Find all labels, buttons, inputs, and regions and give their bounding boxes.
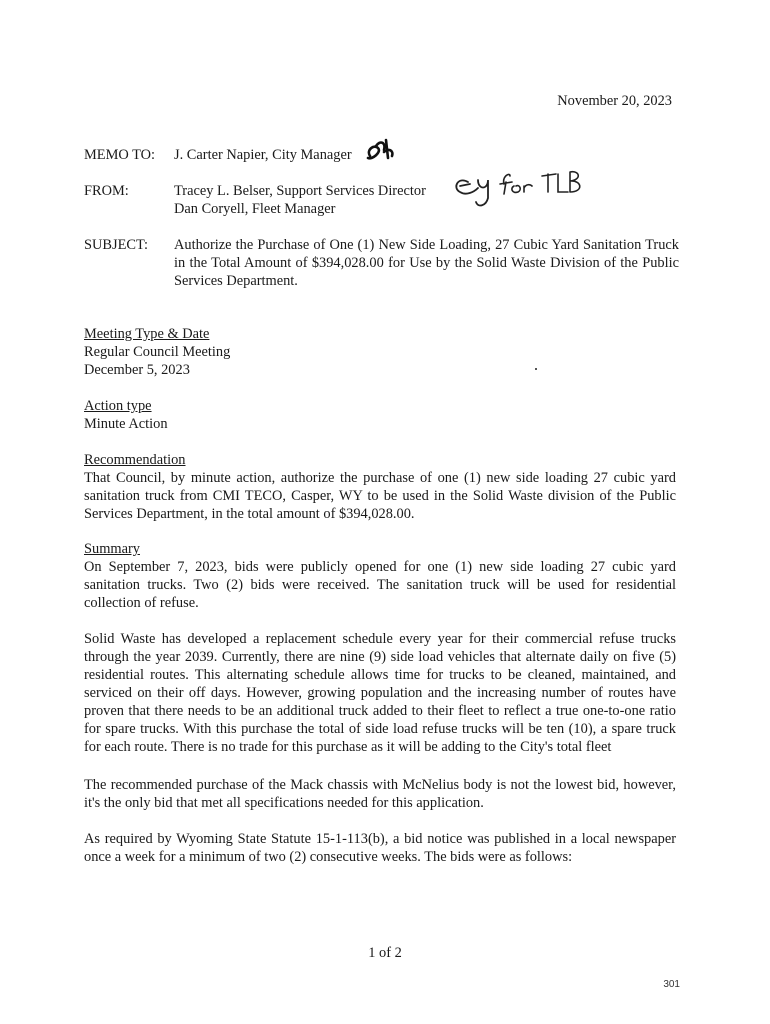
recommendation-heading: Recommendation xyxy=(84,452,186,468)
recommendation-section xyxy=(84,451,676,523)
memo-to-label: MEMO TO: xyxy=(84,147,156,163)
summary-paragraph-4: As required by Wyoming State Statute 15-1-113(b), a bid notice was published in a local newspaper once a week for a minimum of two (2) consecutive weeks. The bids were as follows: xyxy=(84,831,676,865)
summary-heading: Summary xyxy=(84,541,140,557)
summary-section xyxy=(84,540,676,612)
action-section xyxy=(84,397,684,433)
page-stamp-number: 301 xyxy=(663,979,680,990)
scan-mark xyxy=(535,368,537,370)
recommendation-text: That Council, by minute action, authorize the purchase of one (1) new side loading 27 cubic yard sanitation truck from CMI TECO, Casper, WY to be used in the Solid Waste division of the Public Services Department, in the total amount of $394,028.00. xyxy=(84,470,676,522)
from-line-2: Dan Coryell, Fleet Manager xyxy=(174,201,336,217)
from-handwritten-note xyxy=(448,162,588,212)
meeting-type: Regular Council Meeting xyxy=(84,344,231,360)
action-value: Minute Action xyxy=(84,416,168,432)
from-line-1: Tracey L. Belser, Support Services Director xyxy=(174,183,426,199)
summary-paragraph-1: On September 7, 2023, bids were publicly opened for one (1) new side loading 27 cubic yard sanitation trucks. Two (2) bids were received. The sanitation truck will be used for residential collection of refuse. xyxy=(84,559,676,611)
meeting-section xyxy=(84,325,684,379)
action-heading: Action type xyxy=(84,398,152,414)
memo-date: November 20, 2023 xyxy=(557,93,672,109)
subject-label: SUBJECT: xyxy=(84,237,149,253)
summary-paragraph-3: The recommended purchase of the Mack chassis with McNelius body is not the lowest bid, however, it's the only bid that met all specifications needed for this application. xyxy=(84,777,676,811)
page-number: 1 of 2 xyxy=(368,945,402,961)
subject-value: Authorize the Purchase of One (1) New Side Loading, 27 Cubic Yard Sanitation Truck in the Total Amount of $394,028.00 for Use by the Solid Waste Division of the Public Services Department. xyxy=(174,237,679,289)
from-label: FROM: xyxy=(84,183,129,199)
memo-to-value: J. Carter Napier, City Manager xyxy=(174,147,352,163)
manager-initials-signature xyxy=(364,136,398,166)
meeting-date: December 5, 2023 xyxy=(84,362,190,378)
summary-paragraph-2: Solid Waste has developed a replacement schedule every year for their commercial refuse trucks through the year 2039. Currently, there are nine (9) side load vehicles that alternate daily on five (5) residential routes. This alternating schedule allows time for trucks to be cleaned, maintained, and serviced on their off days. However, growing population and the increasing number of routes have proven that there needs to be an additional truck added to their fleet to reflect a true one-to-one ratio for spare trucks. With this purchase the total of side load refuse trucks will be ten (10), a spare truck for each route. There is no trade for this purchase as it will be adding to the City's total fleet xyxy=(84,631,676,755)
meeting-heading: Meeting Type & Date xyxy=(84,326,210,342)
